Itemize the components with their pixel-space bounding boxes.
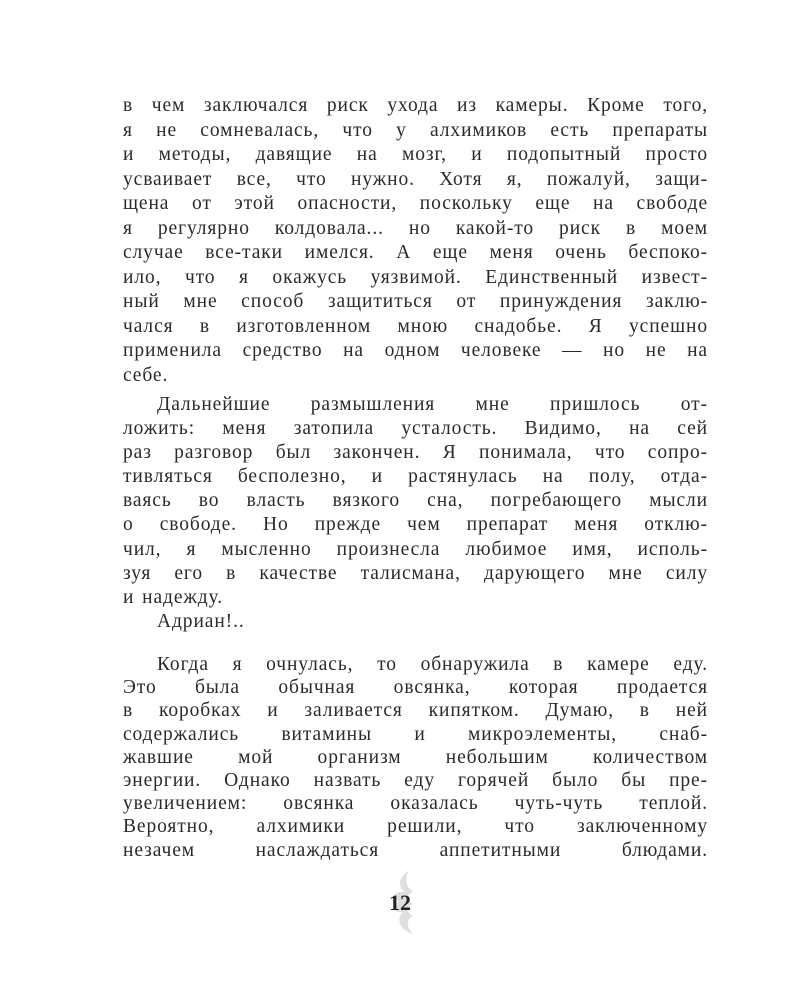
text-line: чался в изготовленном мною снадобье. Я успешно [123, 315, 708, 337]
text-line: ваясь во власть вязкого сна, погребающего мысли [123, 490, 708, 512]
text-line: и методы, давящие на мозг, и подопытный просто [123, 144, 708, 165]
text-line: усваивает все, что нужно. Хотя я, пожалуй, защи- [123, 168, 708, 190]
text-line: чил, я мысленно произнесла любимое имя, исполь- [123, 538, 708, 560]
text-line: ило, что я окажусь уязвимой. Единственный извест- [123, 266, 708, 288]
text-line: Дальнейшие размышления мне пришлось от- [157, 394, 708, 415]
text-line: о свободе. Но прежде чем препарат меня отклю- [123, 514, 708, 536]
text-line: в коробках и заливается кипятком. Думаю, в ней [123, 700, 708, 722]
text-line: энергии. Однако назвать еду горячей было бы пре- [123, 769, 708, 791]
text-line: жавшие мой организм небольшим количеством [123, 746, 708, 768]
paragraph-4 [123, 653, 708, 862]
text-line: раз разговор был закончен. Я понимала, что сопро- [123, 442, 708, 464]
text-line: Адриан!.. [157, 610, 245, 632]
text-line: увеличением: овсянка оказалась чуть-чуть теплой. [123, 793, 708, 815]
text-line: случае все-таки имелся. А еще меня очень беспоко- [123, 242, 708, 263]
paragraph-2 [123, 393, 708, 634]
text-line: себе. [123, 364, 169, 386]
text-line: Вероятно, алхимики решили, что заключенному [123, 816, 708, 838]
text-line: ный мне способ защититься от принуждения заклю- [123, 291, 708, 312]
text-line: Это была обычная овсянка, которая продается [123, 677, 708, 699]
paragraph-1 [123, 94, 708, 388]
text-line: и надежду. [123, 586, 224, 608]
text-line: ложить: меня затопила усталость. Видимо, на сей [123, 418, 708, 440]
text-line: в чем заключался риск ухода из камеры. Кроме того, [123, 95, 708, 116]
text-line: я не сомневалась, что у алхимиков есть препараты [123, 119, 708, 141]
text-line: тивляться бесполезно, и растянулась на полу, отда- [123, 466, 708, 488]
text-line: я регулярно колдовала... но какой-то риск в моем [123, 217, 708, 239]
page-number: 12 [389, 890, 411, 915]
text-line: зуя его в качестве талисмана, дарующего мне силу [123, 562, 708, 584]
text-line: содержались витамины и микроэлементы, снаб- [123, 723, 708, 745]
text-line: Когда я очнулась, то обнаружила в камере еду. [157, 654, 708, 675]
text-line: щена от этой опасности, поскольку еще на свободе [123, 193, 708, 214]
text-line: применила средство на одном человеке — но не на [123, 340, 708, 361]
text-line: незачем наслаждаться аппетитными блюдами. [123, 839, 708, 861]
